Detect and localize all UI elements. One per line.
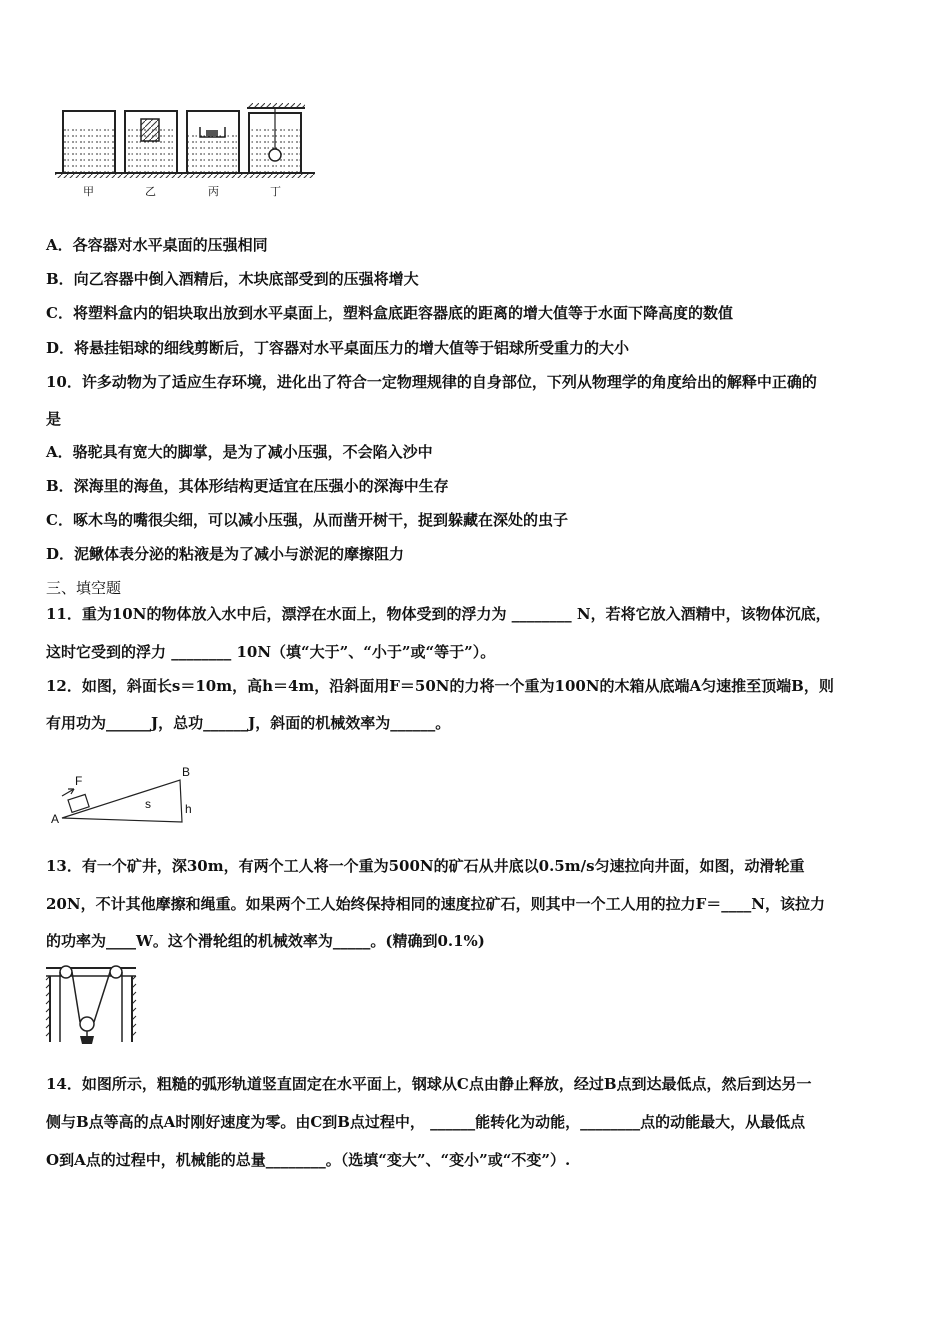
ore-stone: [80, 1036, 94, 1044]
q9-option-a: A．各容器对水平桌面的压强相同: [46, 236, 268, 254]
pulley-figure: [44, 962, 140, 1046]
q13-line2: 20N，不计其他摩擦和绳重。如果两个工人始终保持相同的速度拉矿石，则其中一个工人用的拉力F＝____N，该拉力: [46, 895, 825, 913]
q12-line2: 有用功为______J，总功______J，斜面的机械效率为______。: [46, 714, 451, 732]
q14-line3: O到A点的过程中，机械能的总量________。（选填“变大”、“变小”或“不变”）.: [46, 1151, 571, 1169]
fixed-pulley-right: [110, 966, 122, 978]
q10-stem-line1: 10．许多动物为了适应生存环境，进化出了符合一定物理规律的自身部位，下列从物理学的角度给出的解释中正确的: [46, 373, 817, 391]
container-label-jia: 甲: [83, 185, 94, 198]
incline-label-b: B: [182, 765, 191, 779]
incline-label-s: s: [145, 797, 151, 811]
aluminum-ball: [269, 149, 281, 161]
container-label-bing: 丙: [208, 185, 219, 198]
section3-title: 三、填空题: [46, 579, 122, 597]
q10-option-d: D．泥鳅体表分泌的粘液是为了减小与淤泥的摩擦阻力: [46, 545, 405, 563]
q9-option-c: C．将塑料盒内的铝块取出放到水平桌面上，塑料盒底距容器底的距离的增大值等于水面下降高度的数值: [46, 304, 733, 322]
q13-line1: 13．有一个矿井，深30m，有两个工人将一个重为500N的矿石从井底以0.5m/s匀速拉向井面，如图，动滑轮重: [46, 857, 805, 875]
q9-option-b: B．向乙容器中倒入酒精后，木块底部受到的压强将增大: [46, 270, 419, 288]
q10-option-b: B．深海里的海鱼，其体形结构更适宜在压强小的深海中生存: [46, 477, 449, 495]
q14-line2: 侧与B点等高的点A时刚好速度为零。由C到B点过程中， ______能转化为动能，________点的动能最大，从最低点: [46, 1113, 806, 1131]
q10-option-a: A．骆驼具有宽大的脚掌，是为了减小压强，不会陷入沙中: [46, 443, 433, 461]
q9-option-d: D．将悬挂铝球的细线剪断后，丁容器对水平桌面压力的增大值等于铝球所受重力的大小: [46, 339, 630, 357]
q14-line1: 14．如图所示，粗糙的弧形轨道竖直固定在水平面上，钢球从C点由静止释放，经过B点到达最低点，然后到达另一: [46, 1075, 812, 1093]
q12-line1: 12．如图，斜面长s＝10m，高h＝4m，沿斜面用F＝50N的力将一个重为100N的木箱从底端A匀速推至顶端B，则: [46, 677, 834, 695]
container-label-yi: 乙: [145, 185, 156, 198]
q11-line2: 这时它受到的浮力 ________ 10N（填“大于”、“小于”或“等于”）。: [46, 643, 496, 661]
movable-pulley: [80, 1017, 94, 1031]
incline-label-f: F: [75, 774, 83, 788]
incline-label-a: A: [51, 812, 60, 826]
incline-figure: [44, 758, 204, 828]
container-label-ding: 丁: [270, 185, 281, 198]
wood-block: [141, 119, 159, 141]
fixed-pulley-left: [60, 966, 72, 978]
q10-stem-line2: 是: [46, 410, 62, 428]
q13-line3: 的功率为____W。这个滑轮组的机械效率为_____。(精确到0.1%): [46, 932, 485, 950]
q11-line1: 11．重为10N的物体放入水中后，漂浮在水面上，物体受到的浮力为 ________ N，若将它放入酒精中，该物体沉底，: [46, 605, 831, 623]
incline-label-h: h: [185, 802, 192, 816]
q10-option-c: C．啄木鸟的嘴很尖细，可以减小压强，从而凿开树干，捉到躲藏在深处的虫子: [46, 511, 568, 529]
